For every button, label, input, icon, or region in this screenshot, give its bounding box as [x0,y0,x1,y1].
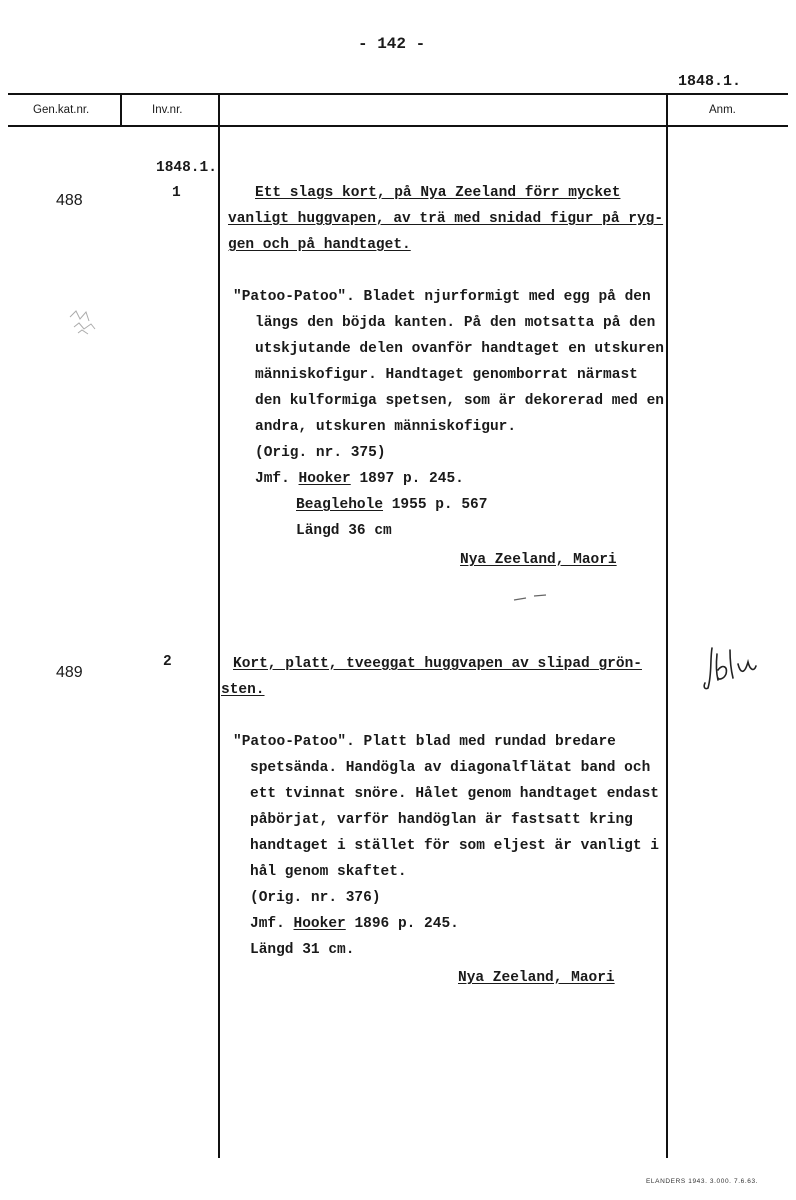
column-header-gen-kat-nr: Gen.kat.nr. [33,104,90,116]
entry-1-description-line: den kulformiga spetsen, som är dekorerad med en [255,393,664,409]
entry-1-description-line: "Patoo-Patoo". Bladet njurformigt med egg på den [233,289,651,305]
entry-2-description-line: "Patoo-Patoo". Platt blad med rundad bredare [233,734,616,750]
accession-header: 1848.1. [678,73,742,90]
header-bottom-rule [8,125,788,127]
entry-2-origin: Nya Zeeland, Maori [458,970,615,986]
reference-detail: 1896 p. 245. [354,916,459,932]
accession-group: 1848.1. [156,160,217,176]
entry-2-reference [250,916,459,932]
printer-imprint: ELANDERS 1943. 3.000. 7.6.63. [646,1178,759,1185]
reference-author: Hooker [298,471,351,487]
entry-1-description-line: längs den böjda kanten. På den motsatta på den [255,315,656,331]
entry-2-description-line: påbörjat, varför handöglan är fastsatt kring [250,812,633,828]
entry-1-description-line: människofigur. Handtaget genomborrat närmast [255,367,638,383]
entry-1-length: Längd 36 cm [296,523,392,539]
entry-2-length: Längd 31 cm. [250,942,355,958]
reference-prefix: Jmf. [255,471,290,487]
entry-2-title-line: Kort, platt, tveeggat huggvapen av slipad grön- [233,656,642,672]
faint-stamp-mark [64,305,104,339]
inv-nr-2: 2 [163,654,172,670]
handwritten-annotation [700,640,760,696]
gen-kat-nr-489: 489 [56,664,83,681]
header-top-rule [8,93,788,95]
gen-kat-nr-488: 488 [56,192,83,209]
column-divider-3 [666,94,668,1158]
entry-1-reference [255,471,464,487]
entry-1-title-line: gen och på handtaget. [228,237,411,253]
column-header-anm: Anm. [709,104,736,116]
entry-1-title-line: vanligt huggvapen, av trä med snidad figur på ryg- [228,211,664,227]
entry-1-reference [296,497,487,513]
reference-author: Hooker [293,916,346,932]
entry-1-description-line: andra, utskuren människofigur. [255,419,517,435]
entry-1-origin: Nya Zeeland, Maori [460,552,617,568]
entry-1-description-line: utskjutande delen ovanför handtaget en utskuren [255,341,664,357]
reference-detail: 1955 p. 567 [391,497,488,513]
entry-1-title-line: Ett slags kort, på Nya Zeeland förr mycket [255,185,621,201]
page-number: - 142 - [358,35,426,53]
entry-1-orig-number: (Orig. nr. 375) [255,445,386,461]
column-header-inv-nr: Inv.nr. [152,104,183,116]
entry-2-orig-number: (Orig. nr. 376) [250,890,381,906]
entry-2-description-line: hål genom skaftet. [250,864,407,880]
column-divider-1 [120,94,122,126]
entry-2-description-line: spetsända. Handögla av diagonalflätat band och [250,760,651,776]
column-divider-2 [218,94,220,1158]
entry-2-description-line: handtaget i stället för som eljest är vanligt i [250,838,659,854]
reference-prefix: Jmf. [250,916,285,932]
entry-2-title-line: sten. [221,682,265,698]
faint-dash-mark [510,590,550,604]
reference-author: Beaglehole [296,497,384,513]
entry-2-description-line: ett tvinnat snöre. Hålet genom handtaget endast [250,786,659,802]
reference-detail: 1897 p. 245. [359,471,464,487]
inv-nr-1: 1 [172,185,181,201]
